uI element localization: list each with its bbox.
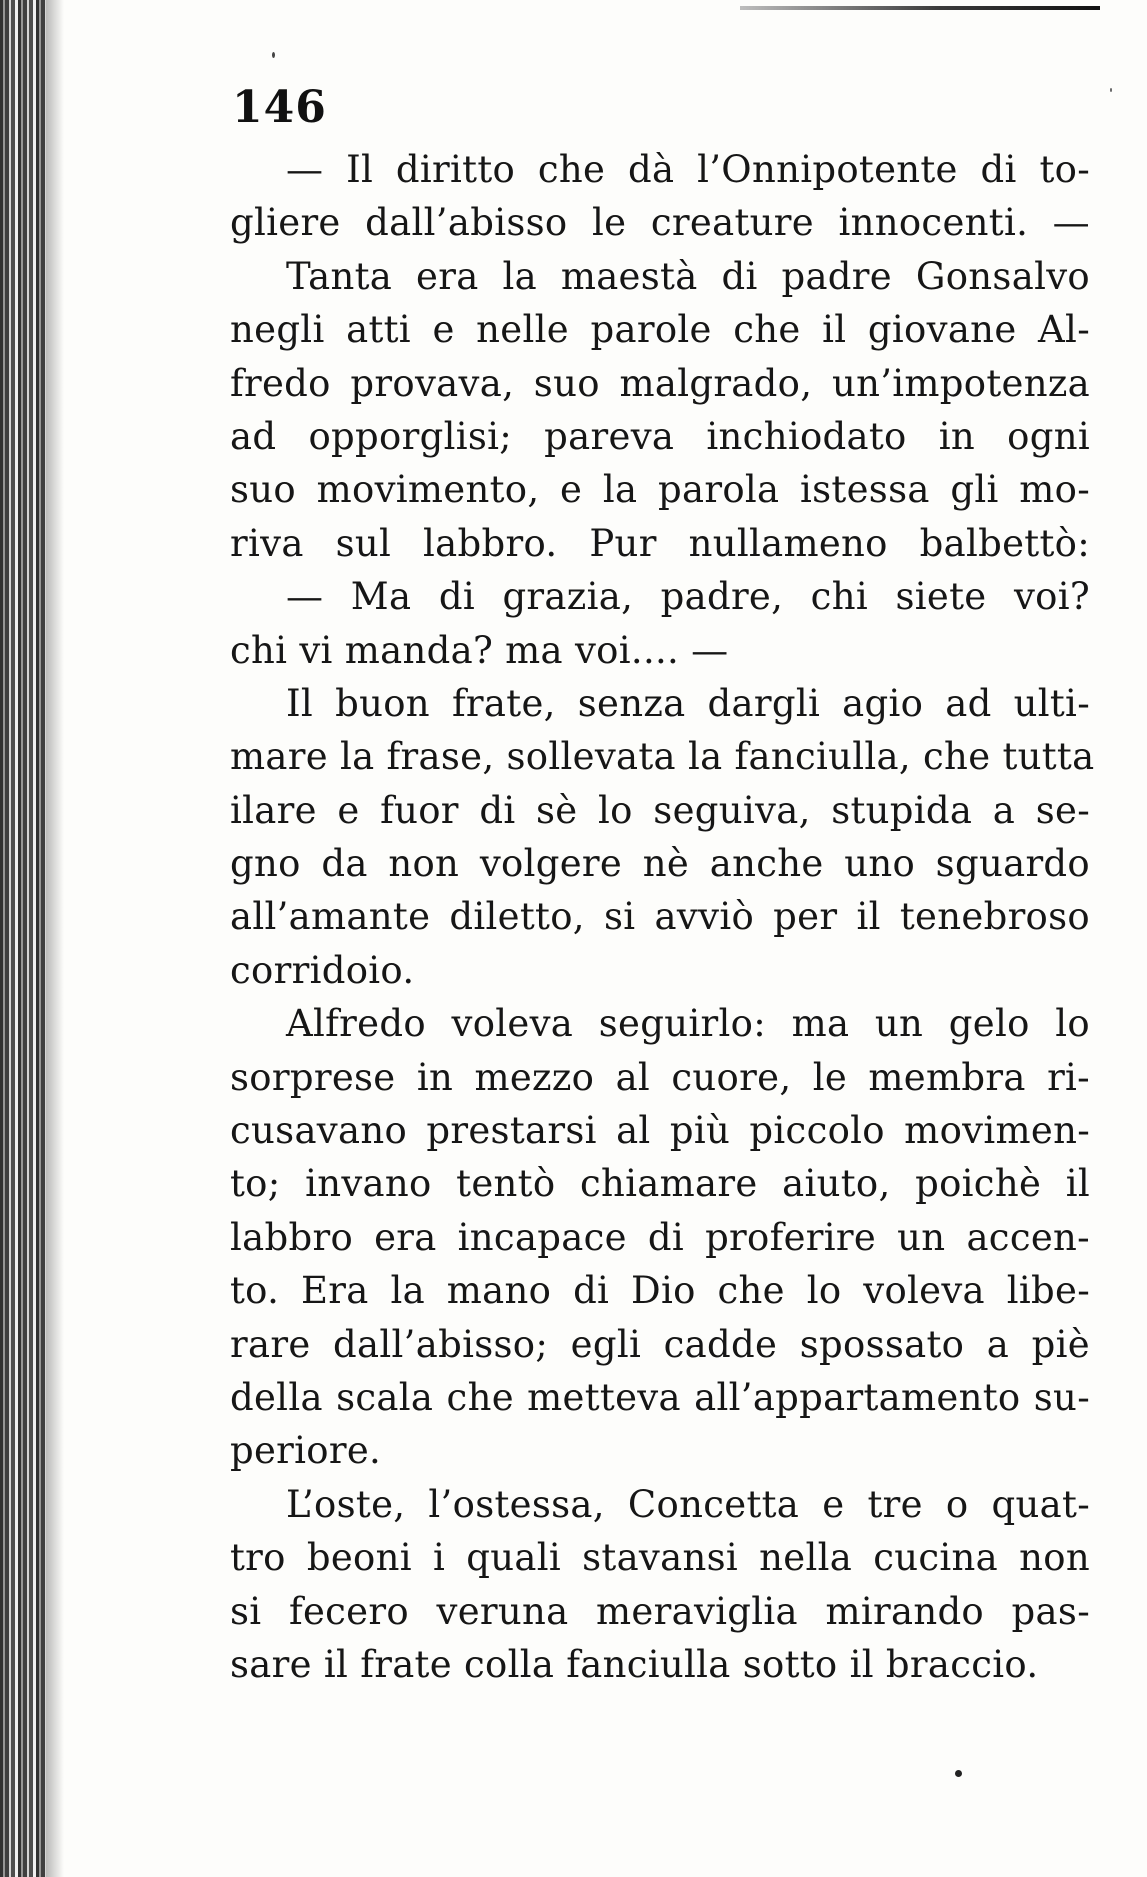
text-line: gliere dall’abisso le creature innocenti. — [230,201,1090,245]
text-line: corridoio. [230,948,415,992]
ink-speck [1110,88,1112,92]
book-binding-edge [0,0,46,1877]
text-line: — Il diritto che dà l’Onnipotente di to- [286,148,1090,191]
text-line: fredo provava, suo malgrado, un’impotenza [230,361,1090,405]
text-line: si fecero veruna meraviglia mirando pas- [230,1589,1090,1633]
text-line: della scala che metteva all’appartamento su- [230,1375,1090,1419]
text-line: L’oste, l’ostessa, Concetta e tre o quat- [286,1482,1090,1526]
text-line: — Ma di grazia, padre, chi siete voi? [286,575,1090,619]
text-line: negli atti e nelle parole che il giovane Al- [230,308,1090,352]
scan-top-edge [740,6,1100,10]
text-line: to; invano tentò chiamare aiuto, poichè il [230,1162,1090,1206]
text-line: Alfredo voleva seguirlo: ma un gelo lo [286,1002,1090,1046]
text-line: cusavano prestarsi al più piccolo movimen- [230,1109,1090,1153]
text-line: sorprese in mezzo al cuore, le membra ri- [230,1055,1090,1099]
text-line: ad opporglisi; pareva inchiodato in ogni [230,414,1090,458]
text-line: chi vi manda? ma voi.... — [230,628,729,672]
text-line: rare dall’abisso; egli cadde spossato a piè [230,1322,1090,1366]
ink-speck [955,1770,962,1777]
binding-shadow [46,0,64,1877]
text-line: Il buon frate, senza dargli agio ad ulti- [286,681,1090,725]
text-line: periore. [230,1429,382,1473]
text-line: sare il frate colla fanciulla sotto il braccio. [230,1642,1039,1686]
text-line: riva sul labbro. Pur nullameno balbettò: [230,521,1090,565]
body-text [230,143,1095,1691]
text-line: mare la frase, sollevata la fanciulla, che tutta [230,735,1095,779]
text-line: gno da non volgere nè anche uno sguardo [230,842,1090,886]
text-line: tro beoni i quali stavansi nella cucina non [230,1536,1090,1580]
text-line: Tanta era la maestà di padre Gonsalvo [286,254,1090,298]
text-line: ilare e fuor di sè lo seguiva, stupida a se- [230,788,1090,832]
text-line: suo movimento, e la parola istessa gli mo- [230,468,1090,512]
text-line: to. Era la mano di Dio che lo voleva libe- [230,1269,1090,1313]
text-line: all’amante diletto, si avviò per il tenebroso [230,895,1090,939]
page-number: 146 [232,82,327,133]
text-line: labbro era incapace di proferire un accen- [230,1215,1090,1259]
ink-speck [272,52,275,58]
